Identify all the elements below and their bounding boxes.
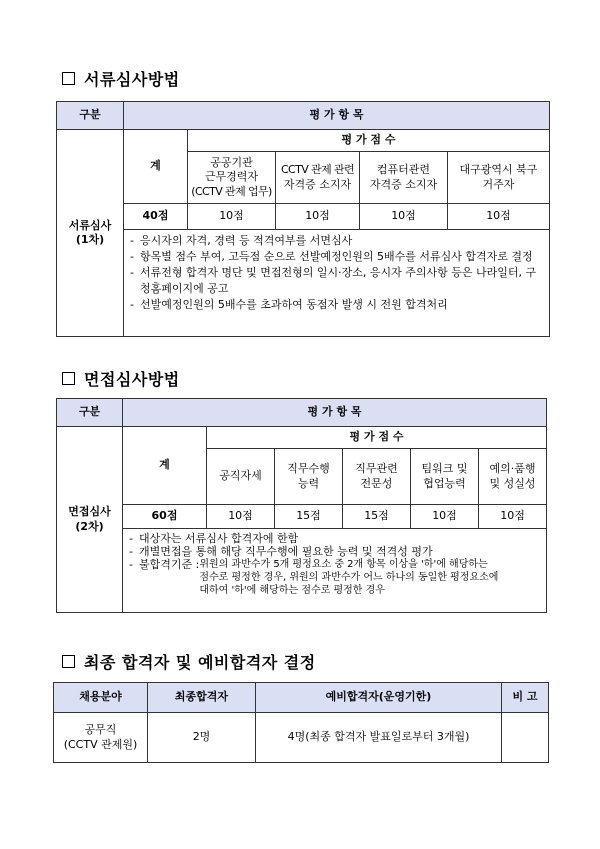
field-cell (54, 713, 148, 763)
section-title-text: 서류심사방법 (84, 70, 180, 89)
note-item: - 항목별 점수 부여, 고득점 순으로 선발예정인원의 5배수를 서류심사 합격자로 결정 (130, 249, 543, 265)
criteria-column (275, 449, 343, 505)
fail-criteria-block (139, 558, 540, 597)
note-item: - 선발예정인원의 5배수를 초과하여 동점자 발생 시 전원 합격처리 (130, 297, 543, 313)
header-category: 구분 (57, 399, 123, 427)
row-label-line: (1차) (75, 233, 105, 246)
total-score: 60점 (123, 505, 207, 529)
criteria-column (343, 449, 411, 505)
checkbox-square-icon (62, 372, 75, 385)
row-label-interview (57, 427, 123, 613)
fail-criteria-line: 위원의 과반수가 5개 평정요소 중 2개 항목 이상을 '하'에 해당하는 (199, 559, 488, 570)
score-cell: 10점 (448, 204, 550, 230)
row-label-line: 면접심사 (68, 505, 111, 519)
reserve-cell: 4명(최종 합격자 발표일로부터 3개월) (256, 713, 502, 763)
criteria-line: 공공기관 (210, 156, 253, 170)
criteria-column (360, 152, 448, 204)
fail-criteria-text (199, 558, 498, 597)
score-cell: 10점 (276, 204, 360, 230)
header-category: 구분 (57, 102, 124, 130)
criteria-column (479, 449, 547, 505)
criteria-line: 능력 (297, 476, 320, 490)
criteria-line: 근무경력자 (204, 170, 259, 184)
score-cell: 15점 (343, 505, 411, 529)
criteria-line: 직무관련 (355, 462, 398, 476)
remark-cell (502, 713, 549, 763)
checkbox-square-icon (62, 655, 75, 668)
fail-criteria-line: 대하여 '하'에 해당하는 점수로 평정한 경우 (199, 585, 385, 596)
note-item-fail-criteria (129, 558, 540, 597)
row-label-document-review (57, 130, 124, 337)
criteria-line: (CCTV 관제 업무) (191, 184, 272, 198)
interview-table (56, 398, 547, 613)
score-cell: 10점 (411, 505, 479, 529)
criteria-column (276, 152, 360, 204)
criteria-line: CCTV 관제 관련 (280, 163, 355, 177)
header-field: 채용분야 (54, 683, 148, 713)
section-title-text: 최종 합격자 및 예비합격자 결정 (84, 653, 316, 672)
fail-criteria-line: 점수로 평정한 경우, 위원의 과반수가 어느 하나의 동일한 평정요소에 (199, 572, 499, 583)
criteria-column (207, 449, 275, 505)
final-decision-table (53, 682, 549, 763)
criteria-line: 전문성 (360, 476, 393, 490)
checkbox-square-icon (62, 72, 75, 85)
note-item: - 서류전형 합격자 명단 및 면접전형의 일시·장소, 응시자 주의사항 등은 나라일터, 구청홈페이지에 공고 (130, 265, 543, 297)
total-label: 계 (124, 130, 188, 204)
score-cell: 15점 (275, 505, 343, 529)
row-label-line: (2차) (75, 519, 104, 533)
section-title-text: 면접심사방법 (84, 370, 180, 389)
criteria-column (188, 152, 276, 204)
score-cell: 10점 (360, 204, 448, 230)
criteria-line: 대구광역시 북구 (459, 163, 538, 177)
total-label: 계 (123, 427, 207, 505)
notes-cell (123, 529, 547, 613)
score-cell: 10점 (188, 204, 276, 230)
section-title-interview (62, 367, 180, 390)
criteria-line: 공직자세 (219, 469, 262, 483)
score-cell: 10점 (207, 505, 275, 529)
section-title-final-decision (62, 650, 316, 673)
header-reserve: 예비합격자(운영기한) (256, 683, 502, 713)
score-cell: 10점 (479, 505, 547, 529)
criteria-line: 협업능력 (423, 476, 466, 490)
criteria-column (411, 449, 479, 505)
final-count-cell: 2명 (148, 713, 256, 763)
note-item: - 대상자는 서류심사 합격자에 한함 (129, 532, 540, 545)
section-title-document-review (62, 67, 180, 90)
criteria-line: 팀워크 및 (421, 462, 468, 476)
criteria-line: 자격증 소지자 (283, 177, 352, 191)
score-header: 평 가 점 수 (207, 427, 547, 449)
header-items: 평 가 항 목 (123, 399, 547, 427)
header-remark: 비 고 (502, 683, 549, 713)
criteria-line: 예의·품행 (489, 462, 536, 476)
score-header: 평 가 점 수 (188, 130, 550, 152)
field-line: 공무직 (84, 723, 117, 737)
notes-cell (124, 230, 550, 337)
criteria-line: 거주자 (482, 177, 515, 191)
fail-criteria-label: - 불합격기준 : (139, 558, 200, 571)
criteria-line: 컴퓨터관련 (376, 163, 431, 177)
header-items: 평 가 항 목 (124, 102, 550, 130)
criteria-line: 및 성실성 (489, 476, 536, 490)
note-item: - 응시자의 자격, 경력 등 적격여부를 서면심사 (130, 233, 543, 249)
header-final: 최종합격자 (148, 683, 256, 713)
row-label-line: 서류심사 (68, 218, 112, 232)
note-item: - 개별면접을 통해 해당 직무수행에 필요한 능력 및 적격성 평가 (129, 545, 540, 558)
criteria-column (448, 152, 550, 204)
criteria-line: 자격증 소지자 (369, 177, 438, 191)
document-review-table (56, 101, 550, 337)
field-line: (CCTV 관제원) (63, 737, 138, 751)
criteria-line: 직무수행 (287, 462, 330, 476)
total-score: 40점 (124, 204, 188, 230)
